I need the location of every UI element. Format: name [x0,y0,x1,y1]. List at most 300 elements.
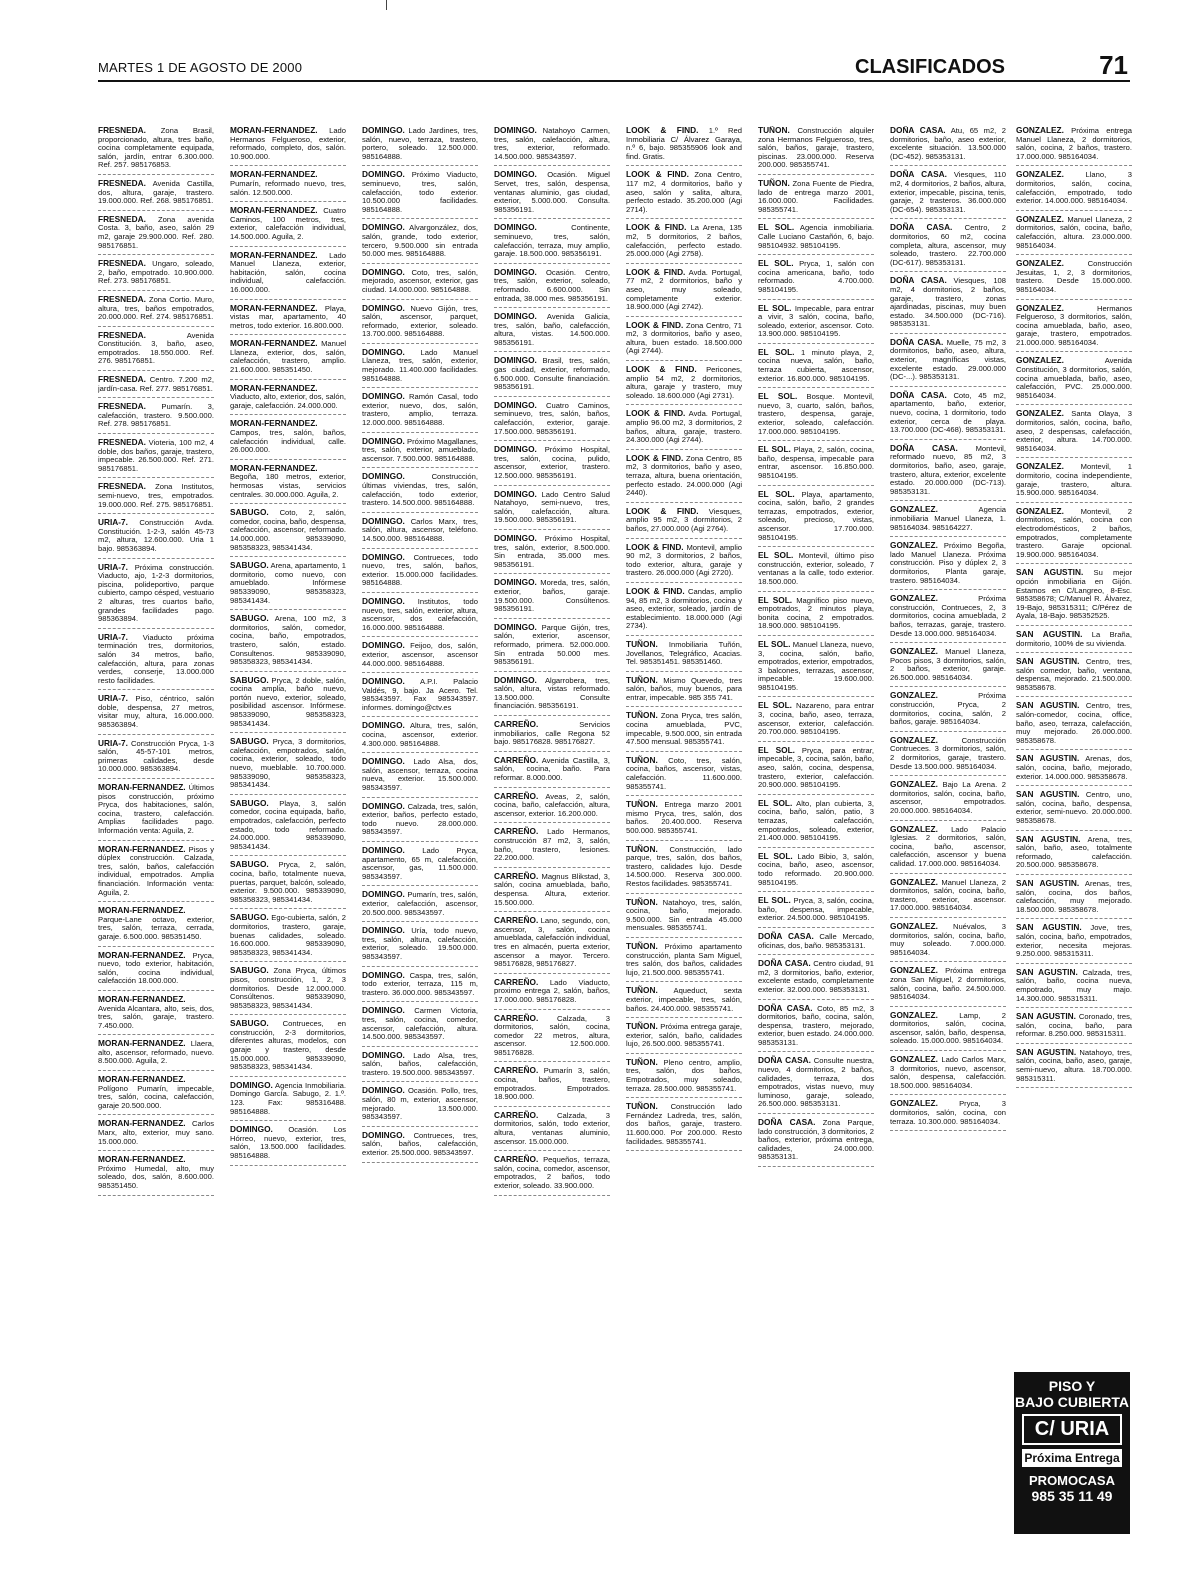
classified-ad [494,720,610,752]
classified-ad [890,276,1006,334]
classified-ad [230,966,346,1015]
advertiser-name: GONZALEZ. [1016,355,1064,366]
classified-ad [1016,409,1132,458]
advertiser-name: FRESNEDA. [98,213,146,224]
classified-ad [626,507,742,539]
classified-ad [494,756,610,788]
classified-ad [494,676,610,716]
classified-ad [890,1055,1006,1095]
advertiser-name: DOMINGO. [494,621,537,632]
advertiser-name: TUÑON. [626,1021,658,1032]
classified-ad [1016,259,1132,299]
classified-ad [890,922,1006,962]
ad-text: Agencia inmobiliaria Manuel Llaneza, 1. 985164034. 985164227. [890,505,1006,532]
ad-text: Pryca, 2, salón, cocina, baño, totalmente nueva, puertas, parquet, balcón, soleado, exterior. 9.500.000. 985339090, 985358323, 985341434. [230,860,346,904]
ad-text: Nuévalos, 3 dormitorios, salón, cocina, baño, muy soleado. 7.000.000. 985164034. [890,921,1006,957]
advertiser-name: TUÑON. [626,674,658,685]
classified-ad [758,551,874,591]
advertiser-name: GONZALEZ. [1016,169,1064,180]
advertiser-name: DOÑA CASA. [758,1055,811,1066]
advertiser-name: MORAN-FERNANDEZ. [230,126,318,135]
ad-text: Centro, tres, salón-comedor, cocina, office, baño, aseo, terraza, calefacción, muy mejorado. 26.000.000. 985358678. [1016,701,1132,745]
advertiser-name: GONZALEZ. [1016,126,1064,135]
advertiser-name: GONZALEZ. [890,593,938,604]
classified-ad [626,640,742,672]
classified-ad [230,464,346,504]
advertiser-name: DOMINGO. [362,640,405,651]
advertiser-name: FRESNEDA. [98,258,146,269]
advertiser-name: EL SOL. [758,258,794,269]
ad-text: Construcción, lado parque, tres, salón, dos baños, trastero, calidades lujo. Desde 14.500.000. Reserva 300.000. Restos facilidades. 985355741. [626,844,742,888]
advertiser-name: MORAN-FERNANDEZ. [230,418,318,429]
classified-ad [230,1019,346,1077]
ad-text: Contrueces, tres, salón, baños, calefacción, exterior. 25.500.000. 985343597. [362,1130,478,1158]
advertiser-name: EL SOL. [758,488,795,499]
classified-ad [626,898,742,938]
classified-ad [98,438,214,478]
ad-text: Ungaro, soleado, 2, baño, empotrado. 10.900.000. Ref. 273. 985176851. [98,259,214,286]
ad-text: Su mejor opción inmobiliaria en Gijón. Estamos en C/Langreo, 8-Esc. 985358678; C/Manuel R. Álvarez, 19-Bajo, 985315311; C/Pérez de Ayala, 18-Bajo. 985352525. [1016,568,1132,621]
classified-ad [230,508,346,557]
classified-ad [98,633,214,691]
advertiser-name: LOOK & FIND. [626,452,684,463]
ad-text: Calle Mercado, oficinas, dos, baño. 985353131. [758,931,874,950]
classified-ad [494,534,610,574]
promo-delivery: Próxima Entrega [1022,1449,1122,1467]
ad-text: Avenida Alcantara, alto, seis, dos, tres, salón, garaje, trastero. 7.450.000. [98,1003,214,1030]
ad-text: Montevil, 1 dormitorio, cocina independiente, garaje, trastero, altura. 15.900.000. 985164034. [1016,462,1132,498]
advertiser-name: FRESNEDA. [98,374,146,385]
ad-text: Construcción lado Fernández Ladreda, tres, salón, dos baños, garaje, trastero. 11.600.000. Por 200.000. Resto facilidades. 985355741. [626,1102,742,1146]
ad-text: Begoña, 180 metros, exterior, hermosas vistas, servicios centrales. 30.000.000. Aguila, 2. [230,472,346,499]
classified-ad [626,676,742,708]
ad-text: Centro, 2 dormitorios, 60 m2, cocina completa, altura, ascensor, muy soleado, trastero. 22.700.000 (DC-617). 985353131. [890,223,1006,267]
classified-ad [494,792,610,824]
classified-ad [890,878,1006,918]
classified-ad [362,641,478,673]
ad-text: Próximo Viaducto, seminuevo, tres, salón, calefacción, todo exterior. 10.500.000 facilidades. 985164888. [362,170,478,214]
advertiser-name: DOÑA CASA. [890,442,958,453]
classified-ad [98,375,214,398]
classified-ad [758,179,874,219]
classified-ad [362,517,478,549]
ad-text: Lado Viaducto, proximo entrega 2, salón, baños, 17.000.000. 985176828. [494,977,610,1004]
advertiser-name: EL SOL. [758,744,795,755]
promo-line-2: BAJO CUBIERTA [1014,1394,1130,1410]
ad-text: Entrega marzo 2001 mismo Pryca, tres, salón, dos baños. 20.400.000. Reserva 500.000. 985355741. [626,800,742,835]
advertiser-name: LOOK & FIND. [626,585,685,596]
ad-text: Construcción Jesuitas, 1, 2, 3 dormitorios, trastero. Desde 15.000.000. 985164034. [1016,259,1132,294]
advertiser-name: TUÑON. [626,710,658,721]
classified-ad [758,896,874,928]
ad-text: Ocasión. Centro, tres, salón, exterior, soleado, reformado. 6.600.000. Sin entrada, 38.000 mes. 985356191. [494,267,610,303]
advertiser-name: LOOK & FIND. [626,126,699,135]
classified-ad [1016,835,1132,875]
ad-text: 1.º Red Inmobiliaria C/ Álvarez Garaya, n.º 6, bajo. 985355906 look and find. Gratis. [626,126,742,161]
classified-ad [494,170,610,219]
advertiser-name: SABUGO. [230,613,269,624]
advertiser-name: CARREÑO. [494,1109,539,1120]
advertiser-name: CARREÑO. [494,976,539,987]
advertiser-name: GONZALEZ. [890,779,938,790]
classified-ad [230,419,346,459]
advertiser-name: MORAN-FERNANDEZ. [98,949,186,960]
ad-text: Nuevo Gijón, tres, salón, ascensor, parquet, reformado, exterior, soleado. 13.700.000. 985164888. [362,303,478,339]
ad-text: Próxima construcción. Viaducto, ajo, 1-2-3 dormitorios, piscina, polideportivo, parque cubierto, campo césped, vestuario 2 alturas, tres cuartos baño, grandes facilidades pago. 985363894. [98,562,214,624]
ad-text: Parque Gijón, tres, salón, exterior, ascensor, reformado, primera. 52.000.000. Sin entrada 50.000 mes. 985356191. [494,622,610,667]
ad-text: Altura, tres, salón, cocina, ascensor, exterior. 4.300.000. 985164888. [362,721,478,748]
advertiser-name: FRESNEDA. [98,401,146,412]
advertiser-name: DOMINGO. [362,720,405,731]
ad-text: Consulte nuestra, nuevo, 4 dormitorios, 2 baños, calidades, terraza, dos empotrados, vistas nuevo, muy luminoso, garaje, soleado, 26.500.000. 985353131. [758,1056,874,1109]
ad-text: Caspa, tres, salón, todo exterior, terraza, 115 m, trastero. 36.000.000. 985343597. [362,970,478,997]
advertiser-name: MORAN-FERNANDEZ. [98,1118,186,1129]
classified-ad [758,640,874,698]
ad-text: Pumarín, tres, salón, exterior, calefacción, ascensor, 20.500.000. 985343597. [362,890,478,917]
advertiser-name: DOMINGO. [230,1124,273,1135]
advertiser-name: GONZALEZ. [1016,302,1064,313]
ad-text: Centro, tres, salón comedor, baño, ventana, despensa, mejorado. 21.500.000. 985358678. [1016,657,1132,692]
classified-ad [1016,879,1132,919]
promo-phone: 985 35 11 49 [1031,1488,1113,1504]
classified-ad [98,402,214,434]
ad-text: Lado Manuel Llaneza, tres, salón, exterior, mejorado. 11.400.000 facilidades. 985164888. [362,347,478,383]
ad-text: Montevil, último piso construcción, exterior, soleado, 7 ventanas a la calle, todo exterior. 18.500.000. [758,551,874,586]
advertiser-name: MORAN-FERNANDEZ. [98,1154,186,1165]
classified-ad [494,356,610,396]
advertiser-name: GONZALEZ. [890,920,938,931]
advertiser-name: DOÑA CASA. [890,275,947,286]
ad-text: Magnífico piso nuevo, empotrados, 2 minutos playa, bonita cocina, 2 empotrados. 18.900.000. 985104195. [758,595,874,631]
ad-text: Uría, todo nuevo, tres, salón, altura, calefacción, exterior, soleado. 19.500.000. 985343597. [362,926,478,961]
classified-ad [890,1011,1006,1051]
advertiser-name: SABUGO. [230,1018,269,1029]
advertiser-name: LOOK & FIND. [626,266,686,277]
ad-text: Alto, plan cubierta, 3, cocina, baño, salón, patio, 3 terrazas, calefacción, empotrados, soleado, exterior, 21.400.000. 985104195. [758,798,874,843]
ad-text: Carlos Marx, alto, exterior, muy sano. 15.000.000. [98,1119,214,1146]
ad-text: Avenida Constitución, 3 dormitorios, salón, cocina amueblada, baño, aseo, calefacción, PVC. 25.000.000. 985164034. [1016,356,1132,400]
ad-column-7 [890,126,1006,1536]
ad-text: Continente, seminuevo, tres, salón, calefacción, terraza, muy amplio, garaje. 18.500.000. 985356191. [494,223,610,259]
ad-text: Campos, tres, salón, baños, calefacción individual, calle. 26.000.000. [230,428,346,455]
ad-text: Coto, 85 m2, 3 dormitorios, baño, cocina, salón, despensa, trastero, mejorado, exterior, buen estado. 24.000.000. 985353131. [758,1003,874,1047]
classified-ad [362,170,478,219]
classified-ad [362,1086,478,1126]
advertiser-name: DOMINGO. [362,845,405,855]
ad-text: Lado Manuel Llaneza, exterior, habitación, salón, cocina individual, calefacción. 16.000.000. [230,250,346,294]
advertiser-name: SAN AGUSTIN. [1016,789,1080,800]
classified-ad [626,409,742,449]
ad-column-1 [98,126,214,1536]
advertiser-name: GONZALEZ. [890,540,938,551]
advertiser-name: TUÑON. [626,985,658,996]
advertiser-name: EL SOL. [758,444,791,455]
classified-ad [890,126,1006,166]
classified-ad [98,482,214,514]
classified-ad [494,1111,610,1151]
classified-ad [1016,304,1132,353]
classified-ad [626,587,742,636]
classified-ad [98,259,214,291]
classified-ad [758,348,874,388]
ad-text: Calzada, tres, salón, baño, cocina nueva, empotrado, muy majo. 14.300.000. 985315311. [1016,967,1132,1003]
advertiser-name: URIA-7. [98,517,128,528]
classifieds-columns [98,126,1130,1536]
advertiser-name: DOMINGO. [362,1085,405,1096]
classified-ad [626,365,742,405]
advertiser-name: GONZALEZ. [1016,213,1064,224]
ad-text: Magnus Blikstad, 3, salón, cocina amueblada, baño, despensa. Altura, exterior. 15.500.000. [494,871,610,907]
ad-text: Playa, 3, salón comedor, cocina equipada, baño, empotrados, calefacción, perfecto estado, todo reformado. 24.000.000. 985339090, 985341434. [230,798,346,851]
advertiser-name: DOMINGO. [362,1005,405,1016]
advertiser-name: MORAN-FERNANDEZ. [98,905,186,916]
classified-ad [230,860,346,909]
classified-ad [1016,701,1132,750]
ad-text: Pryca, 3, salón, cocina, baño, despensa, impecable, exterior. 24.500.000. 985104195. [758,896,874,923]
ad-text: Pryca, 1, salón con cocina americana, baño, todo reformado. 4.700.000. 985104195. [758,259,874,294]
classified-ad [1016,754,1132,786]
advertiser-name: TUÑON. [626,896,658,907]
ad-text: Construcción, últimas viviendas, tres, salón, calefacción, todo exterior, trastero. 14.500.000. 985164888. [362,472,478,508]
ad-text: Centro, uno, salón, cocina, baño, despensa, exterior, semi-nuevo. 20.000.000. 985358678. [1016,790,1132,825]
classified-ad [626,543,742,583]
advertiser-name: DOMINGO. [362,800,405,811]
advertiser-name: FRESNEDA. [98,437,146,448]
advertiser-name: SAN AGUSTIN. [1016,1046,1077,1057]
ad-text: Próximo Humedal, alto, muy soleado, dos, salón, 8.600.000. 985351450. [98,1163,214,1190]
advertiser-name: MORAN-FERNANDEZ. [98,782,186,793]
advertiser-name: DOMINGO. [362,435,405,446]
advertiser-name: DOMINGO. [362,1049,405,1060]
ad-text: Ocasión. Pollo, tres, salón, 80 m, exterior, ascensor, mejorado. 13.500.000. 985343597. [362,1086,478,1122]
classified-ad [230,304,346,336]
ad-text: 1 minuto playa, 2, cocina nueva, salón, baño, terraza cubierta, ascensor, exterior. 16.800.000. 985104195. [758,347,874,383]
ad-text: Llaera, alto, ascensor, reformado, nuevo. 8.500.000. Aguila, 2. [98,1039,214,1066]
ad-text: Pericones, amplio 54 m2, 2 dormitorios, altura, garaje y trastero, muy soleado. 18.600.000 (Agi 2731). [626,365,742,400]
classified-ad [362,437,478,469]
classified-ad [890,170,1006,219]
classified-ad [1016,790,1132,830]
advertiser-name: DOMINGO. [362,126,405,135]
ad-text: Coto, 45 m2, apartamento, baño, exterior, nuevo, cocina, 1 dormitorio, todo exterior, cerca de playa. 13.700.000 (DC-468). 985353131. [890,390,1006,435]
advertiser-name: DOMINGO. [494,444,537,455]
ad-text: Lado Centro Salud Natahoyo, semi-nuevo, tres, salón, calefacción, altura. 19.500.000. 985356191. [494,489,610,525]
ad-text: Zona Cortio. Muro, altura, tres, baños empotrados, 20.000.000. Ref. 274. 985176851. [98,294,214,322]
ad-text: Piso, céntrico, salón doble, despensa, 27 metros, visitar muy, altura, 16.000.000. 985363894. [98,694,214,730]
classified-ad [626,223,742,263]
advertiser-name: CARREÑO. [494,915,539,926]
ad-text: Próximo Hospital, tres, salón, cocina, pulido, ascensor, exterior, trastero. 12.500.000. 985356191. [494,445,610,480]
classified-ad [1016,630,1132,653]
ad-text: Pisos y dúplex construcción. Calzada, tres, salón, baños, calefacción individual, empotrados. Amplia financiación. Información venta: Aguila, 2. [98,844,214,897]
ad-text: Pumarín 3, salón, cocina, baños, trastero, empotrados. Empotrados. 18.900.000. [494,1066,610,1102]
advertiser-name: URIA-7. [98,693,128,704]
classified-ad [890,541,1006,590]
ad-text: Montevil, amplio 90 m2, 3 dormitorios, 2 baños, todo exterior, altura, garaje y trastero. 26.000.000 (Agi 2720). [626,542,742,578]
advertiser-name: LOOK & FIND. [626,505,699,516]
ad-text: Zona Centro, 85 m2, 3 dormitorios, baño y aseo, terraza, altura, buena orientación, perfecto estado. 24.000.000 (Agi 2440). [626,453,742,498]
classified-ad [1016,1048,1132,1088]
ad-text: Vioteria, 100 m2, 4 doble, dos baños, garaje, trastero, impecable. 26.500.000. Ref. 271. 985176851. [98,438,214,473]
classified-ad [626,800,742,840]
ad-text: Centro ciudad, 91 m2, 3 dormitorios, baño, exterior, excelente estado, completamente exterior. 32.000.000. 985353131. [758,959,874,994]
ad-text: Atu, 65 m2, 2 dormitorios, baño, aseo exterior, excelente situación. 13.500.000 (DC-452). 985353131. [890,126,1006,161]
ad-column-4 [494,126,610,1536]
advertiser-name: DOMINGO. [362,889,405,900]
ad-text: Viesques, 108 m2, 4 dormitorios, 2 baños, garaje, trastero, zonas ajardinadas, piscinas, muy buen estado. 34.500.000 (DC-716). 985353131. [890,276,1006,329]
ad-text: Pryca, nuevo, todo exterior, habitación, salón, cocina individual, calefacción 18.000.000. [98,950,214,986]
ad-text: Moreda, tres, salón, exterior, baños, garaje. 19.500.000. Consúltenos. 985356191. [494,578,610,614]
advertiser-name: FRESNEDA. [98,293,146,304]
ad-text: Zona Pryca, tres salón, cocina amueblada, PVC, impecable, 9.500.000, sin entrada 47.500 mensual. 985355741. [626,711,742,747]
ad-text: Pumarín. 3, calefacción, trastero. 9.500.000. Ref. 278. 985176851. [98,402,214,429]
advertiser-name: TUÑON. [758,177,790,188]
advertiser-name: MORAN-FERNANDEZ. [230,249,318,260]
classified-ad [626,321,742,361]
classified-ad [98,783,214,841]
advertiser-name: TUÑON. [626,1101,658,1112]
ad-text: Próxima entrega zona San Miguel, 2 dormitorios, salón, cocina, baño. 24.500.000. 985164034. [890,966,1006,1002]
ad-text: Coronado, tres, salón, cocina, baño, para reformar. 8.250.000. 985315311. [1016,1012,1132,1039]
advertiser-name: SAN AGUSTIN. [1016,833,1081,844]
classified-ad [230,339,346,379]
advertiser-name: MORAN-FERNANDEZ. [230,338,318,349]
advertiser-name: DOMINGO. [230,1079,273,1090]
ad-text: Construcción Avda. Constitución. 1-2-3, salón 45-73 m2, altura, 12.600.000. Uria 1 bajo. 985363894. [98,518,214,553]
classified-ad [890,647,1006,687]
classified-ad [98,1155,214,1195]
ad-text: Últimos pisos construcción, próximo Pryca, dos habitaciones, salón, cocina, trastero, calefacción. Amplias facilidades pago. Información venta: Aguila, 2. [98,783,214,835]
advertiser-name: CARREÑO. [494,1154,539,1165]
advertiser-name: DOÑA CASA. [758,958,811,969]
ad-text: Manuel Llaneza, Pocos pisos, 3 dormitorios, salón, 2 baños, exterior, garaje. 26.500.000. 985164034. [890,647,1006,682]
ad-text: Pryca, 3 dormitorios, calefacción, empotrados, salón, cocina, exterior, soleado, todo nuevo, mueblable. 10.700.000. 985339090, 985358323, 985341434. [230,737,346,790]
ad-text: Manuel Llaneza, 2 dormitorios, salón, cocina, baño, trastero, exterior, ascensor. 17.000.000. 985164034. [890,877,1006,913]
crop-mark [386,0,387,10]
advertiser-name: SABUGO. [230,912,269,923]
classified-ad [890,391,1006,440]
advertiser-name: EL SOL. [758,700,792,711]
ad-text: Lado Bibio, 3, salón, cocina, baño, aseo, ascensor, todo reformado. 20.900.000. 985104195. [758,851,874,887]
ad-text: Próximo Magallanes, tres, salón, exterior, amueblado, ascensor. 7.500.000. 985164888. [362,436,478,463]
ad-text: Zona Centro, 71 m2, 3 dormitorios, baño y aseo, altura, buen estado. 18.500.000 (Agi 2744). [626,320,742,356]
ad-text: Avenida Galicia, tres, salón, baño, calefacción, altura, vistas. 14.500.000. 985356191. [494,312,610,347]
advertiser-name: FRESNEDA. [98,481,146,492]
advertiser-name: GONZALEZ. [890,823,938,834]
advertiser-name: EL SOL. [758,638,791,649]
classified-ad [230,561,346,610]
advertiser-name: GONZALEZ. [890,504,938,515]
classified-ad [1016,356,1132,405]
advertiser-name: MORAN-FERNANDEZ. [98,993,186,1004]
ad-text: Feijoo, dos, salón, exterior, ascensor, ascensor 44.000.000. 985164888. [362,641,478,668]
classified-ad [890,1099,1006,1131]
ad-text: Arenas, tres, salón, cocina, dos baños, calefacción, muy mejorado. 18.500.000. 985358678. [1016,878,1132,914]
ad-text: Aqueduct, sexta exterior, impecable, tres, salón, baños. 24.400.000. 985355741. [626,986,742,1013]
classified-ad [1016,968,1132,1008]
advertiser-name: SABUGO. [230,736,269,747]
ad-text: La Arena, 135 m2, 5 dormitorios, 2 baños, calefacción, perfecto estado. 25.000.000 (Agi 2758). [626,223,742,259]
ad-text: Institutos, todo nuevo, tres, salón, exterior, altura, ascensor, dos calefacción, 16.000.000. 985164888. [362,596,478,632]
ad-text: Próximo Begoña, lado Manuel Llaneza. Próxima construcción. Piso y dúplex 2, 3 dormitorios, Planta garaje, trastero. 985164034. [890,541,1006,585]
ad-text: Arena, apartamento, 1 dormitorio, como nuevo, con amueblado. Infórmese 985339090, 985358323, 985341434. [230,561,346,605]
classified-ad [98,126,214,175]
ad-text: Servicios inmobiliarios, calle Regona 52 bajo. 985176828. 985176827. [494,720,610,747]
page-number: 71 [1099,50,1128,80]
advertiser-name: DOÑA CASA. [890,126,946,135]
ad-text: A.P.I. Palacio Valdés, 9, bajo. Ja Acero. Tel. 985343597. Fax 985343597. informes. domingo@ctv.es [362,677,478,712]
advertiser-name: DOMINGO. [362,676,405,687]
classified-ad [98,1075,214,1115]
classified-ad [626,170,742,219]
classified-ad [890,780,1006,820]
classified-ad [494,872,610,912]
ad-text: Arenas, dos, salón, cocina, baño, mejorado, exterior. 14.000.000. 985358678. [1016,754,1132,781]
ad-text: Carlos Marx, tres, salón, altura, ascensor, teléfono. 14.500.000. 985164888. [362,516,478,543]
classified-ad [230,384,346,416]
advertiser-name: URIA-7. [98,561,128,572]
ad-text: Centro. 7.200 m2, jardín-casa. Ref. 277. 985176851. [98,375,214,393]
classified-ad [362,846,478,886]
classified-ad [98,951,214,991]
advertiser-name: DOMINGO. [494,488,537,499]
advertiser-name: DOMINGO. [494,577,537,588]
classified-ad [230,737,346,795]
advertiser-name: DOMINGO. [362,391,405,402]
classified-ad [758,959,874,999]
page-header [98,50,1130,82]
classified-ad [362,971,478,1003]
classified-ad [626,268,742,317]
ad-text: Zona Centro, 117 m2, 4 dormitorios, baño y aseo, salón y salita, altura, perfecto estado. 35.200.000 (Agi 2714). [626,170,742,214]
advertiser-name: SABUGO. [230,507,269,518]
ad-text: Manuel Llaneza, exterior, dos, salón, calefacción, trastero, amplio. 21.600.000. 985351450. [230,339,346,375]
ad-text: Cuatro Caminos, 100 metros, tres, exterior, calefacción individual, 14.500.000. Aguila, 2. [230,206,346,241]
classified-ad [758,746,874,795]
ad-text: Candas, amplio 94, 85 m2, 3 dormitorios, cocina y aseo, exterior, soleado, jardín de establecimiento. 18.000.000 (Agi 2734). [626,586,742,631]
classified-ad [98,845,214,903]
advertiser-name: CARREÑO. [494,719,539,730]
classified-ad [98,1119,214,1151]
classified-ad [890,825,1006,874]
ad-text: Lado Hermanos, construcción 87 m2, 3, salón, baño, trastero, lesiones. 22.200.000. [494,827,610,863]
advertiser-name: EL SOL. [758,302,792,313]
classified-ad [626,756,742,796]
classified-ad [362,1131,478,1163]
advertiser-name: DOMINGO. [362,302,405,313]
ad-text: Pumarín, reformado nuevo, tres, salón. 12.500.000. [230,178,346,197]
advertiser-name: URIA-7. [98,631,128,642]
ad-text: Manuel Llaneza, nuevo, 3, cocina, salón, baño, empotrados, exterior, empotrados, 3 balcones, terrazas, ascensor, impecable. 19.600.000. 985104195. [758,639,874,692]
advertiser-name: DOMINGO. [362,169,405,180]
advertiser-name: EL SOL. [758,797,793,808]
advertiser-name: LOOK & FIND. [626,364,697,375]
classified-ad [230,614,346,672]
advertiser-name: SAN AGUSTIN. [1016,922,1082,933]
ad-text: Zona Fuente de Piedra, lado de entrega marzo 2001, 16.000.000. Facilidades. 985355741. [758,178,874,214]
ad-text: Ramón Casal, todo exterior, nuevo, dos, salón, trastero, amplio, terraza. 12.000.000. 985164888. [362,392,478,428]
ad-text: Mismo Quevedo, tres salón, baños, muy buenos, para entrar, impecable. 985 355 741. [626,675,742,702]
promo-company: PROMOCASA [1029,1473,1115,1488]
classified-ad [362,757,478,797]
advertiser-name: TUÑON. [626,754,658,765]
ad-text: Agencia Inmobiliaria. Domingo García. Sabugo, 2. 1.º. 123. Fax: 985316488. 985164888. [230,1080,346,1116]
classified-ad [1016,1012,1132,1044]
ad-text: Playa, 2, salón, cocina, baño, despensa, impecable para entrar, ascensor. 16.850.000. 985104195. [758,445,874,480]
advertiser-name: MORAN-FERNANDEZ. [98,1038,186,1049]
advertiser-name: SAN AGUSTIN. [1016,1011,1076,1022]
advertiser-name: SAN AGUSTIN. [1016,656,1080,667]
